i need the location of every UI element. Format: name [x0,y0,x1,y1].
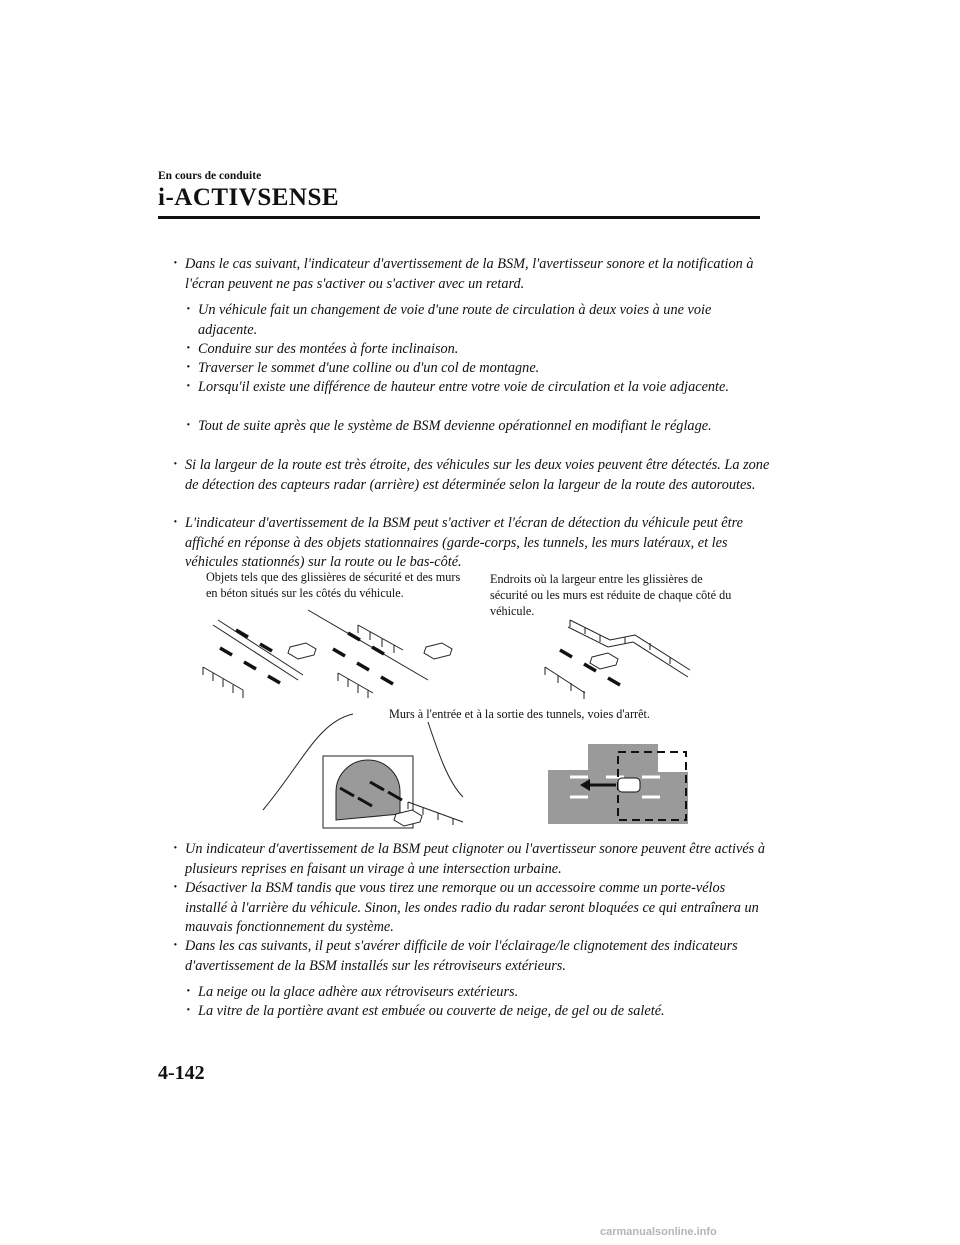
bullet-item: · Si la largeur de la route est très étroite, des véhicules sur les deux voies peuvent être détectés. La zone de détection des capteurs radar (arrière) est déterminée selon la largeur de la route des autoroutes. [173,456,777,495]
bullet-item: · Dans le cas suivant, l'indicateur d'avertissement de la BSM, l'avertisseur sonore et la notification à l'écran peuvent ne pas s'activer ou s'activer avec un retard. [173,255,765,294]
title-divider [158,216,760,219]
sub-bullet-item: · Conduire sur des montées à forte inclinaison. [186,340,768,360]
sub-bullet-item: · Un véhicule fait un changement de voie d'une route de circulation à deux voies à une voie adjacente. [186,301,768,340]
watermark-footer[interactable]: carmanualsonline.info [600,1226,717,1238]
sub-bullet-item: · La vitre de la portière avant est embuée ou couverte de neige, de gel ou de saleté. [186,1002,768,1022]
page-title: i-ACTIVSENSE [158,184,340,211]
figure-caption: Objets tels que des glissières de sécurité et des murs en béton situés sur les côtés du véhicule. [206,570,461,600]
sub-bullet-item: · Lorsqu'il existe une différence de hauteur entre votre voie de circulation et la voie adjacente. [186,378,758,398]
bullet-item: · Dans les cas suivants, il peut s'avérer difficile de voir l'éclairage/le clignotement des indicateurs d'avertissement de la BSM installés sur les rétroviseurs extérieurs. [173,937,765,976]
illustration-road-guardrails [198,605,478,705]
bullet-item: · Un indicateur d'avertissement de la BSM peut clignoter ou l'avertisseur sonore peuvent être activés à plusieurs reprises en faisant un virage à une intersection urbaine. [173,840,765,879]
section-label: En cours de conduite [158,170,262,182]
bullet-item: · L'indicateur d'avertissement de la BSM peut s'activer et l'écran de détection du véhicule peut être affiché en réponse à des objets stationnaires (garde-corps, les tunnels, les murs latéraux, et les véhicules stationnés) sur la route ou le bas-côté. [173,514,777,573]
sub-bullet-item: · Traverser le sommet d'une colline ou d'un col de montagne. [186,359,768,379]
bullet-item: · Désactiver la BSM tandis que vous tirez une remorque ou un accessoire comme un porte-vélos installé à l'arrière du véhicule. Sinon, les ondes radio du radar seront bloquées ce qui entraînera un mauvais fonctionnement du système. [173,879,765,938]
page-number: 4-142 [158,1062,205,1084]
illustration-stop-lane [548,742,693,824]
sub-bullet-item: · La neige ou la glace adhère aux rétroviseurs extérieurs. [186,983,768,1003]
sub-bullet-item: · Tout de suite après que le système de BSM devienne opérationnel en modifiant le réglage. [186,417,758,437]
figure-caption: Endroits où la largeur entre les glissières de sécurité ou les murs est réduite de chaque côté du véhicule. [490,572,732,618]
illustration-tunnel [258,712,468,837]
illustration-narrow-road [540,615,700,705]
figure-caption: Murs à l'entrée et à la sortie des tunnels, voies d'arrêt. [389,707,650,721]
